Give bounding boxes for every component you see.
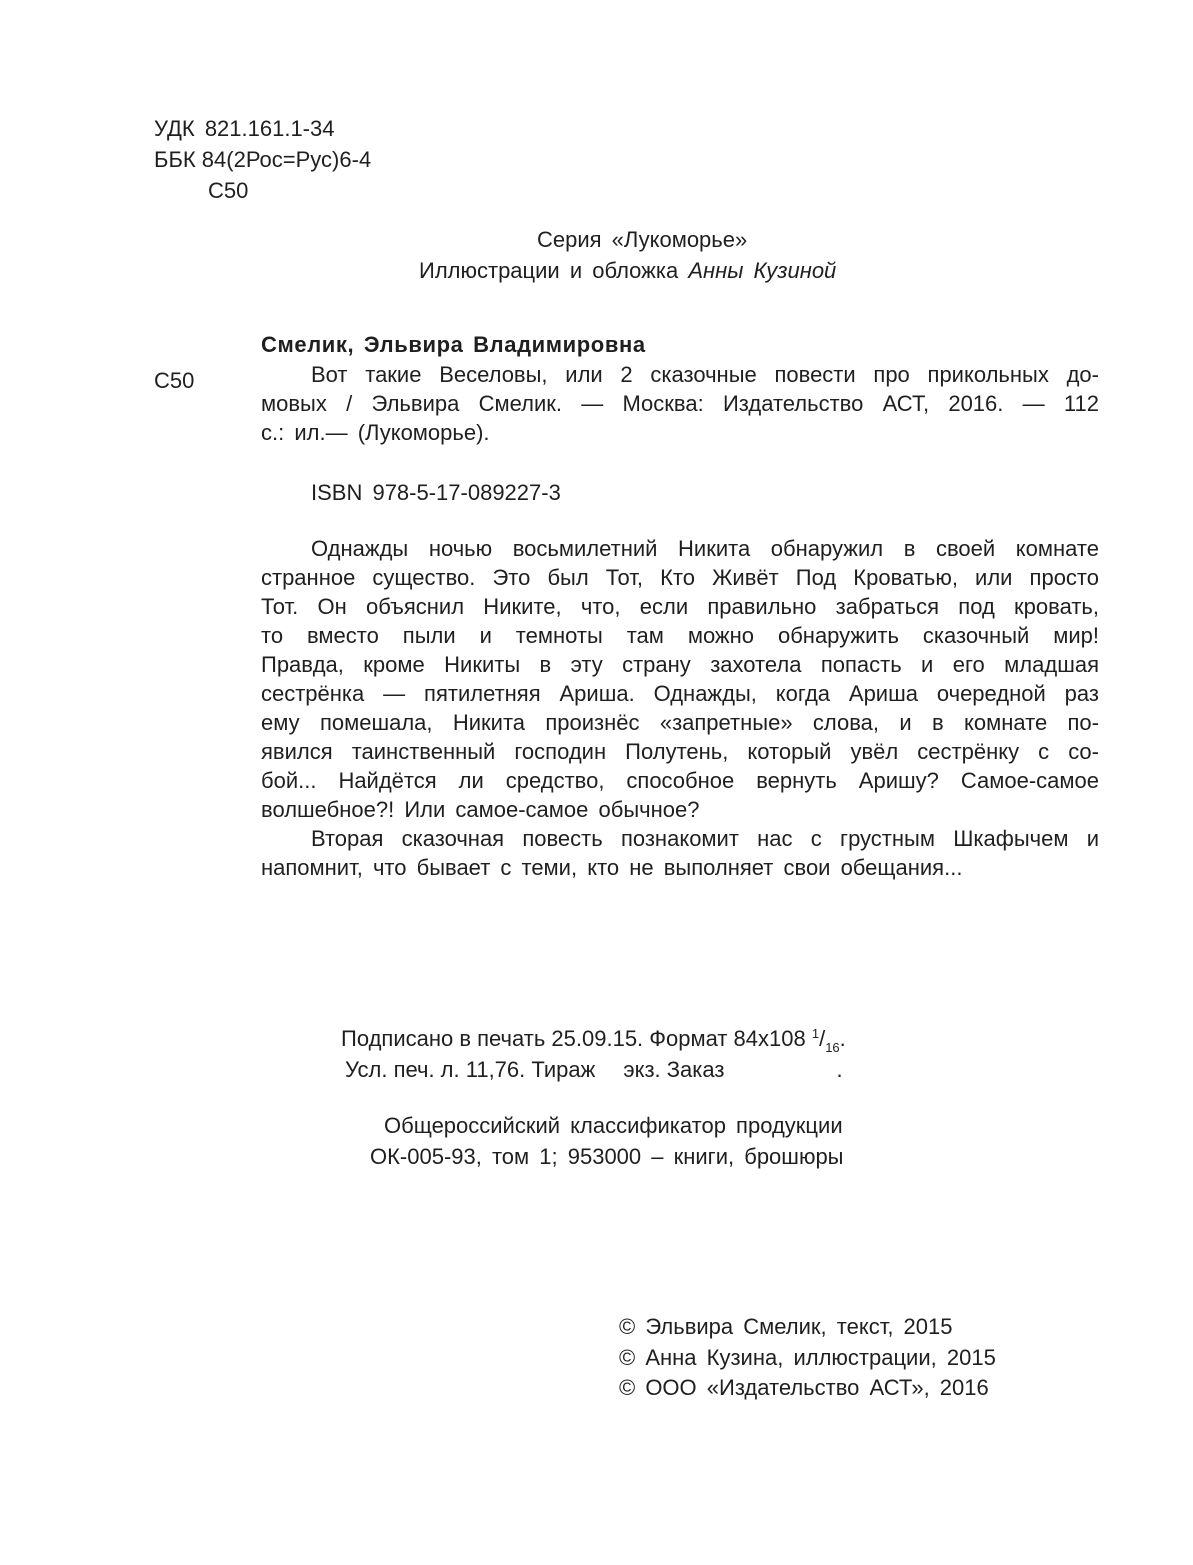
bib-line: Вот такие Веселовы, или 2 сказочные повести про прикольных до- <box>311 362 1099 387</box>
annotation-line: Вторая сказочная повесть познакомит нас с грустным Шкафычем и <box>311 826 1099 851</box>
author-mark-left: С50 <box>154 368 195 393</box>
annotation-line: Тот. Он объяснил Никите, что, если правильно забраться под кровать, <box>261 594 1099 619</box>
illustrations-credit <box>419 256 836 285</box>
illustrator-name: Анны Кузиной <box>688 258 837 283</box>
copyright-line: © Анна Кузина, иллюстрации, 2015 <box>619 1345 996 1370</box>
annotation-line: бой... Найдётся ли средство, способное вернуть Аришу? Самое-самое <box>261 768 1099 793</box>
annotation-line: ему помешала, Никита произнёс «запретные» слова, и в комнате по- <box>261 710 1099 735</box>
run-label: Тираж <box>531 1057 596 1082</box>
imprint-signed: Подписано в печать 25.09.15. Формат 84х108 <box>341 1026 806 1051</box>
imprint-run-line: Усл. печ. л. 11,76. Тираж экз. Заказ . <box>345 1057 843 1082</box>
annotation-line: волшебное?! Или самое-самое обычное? <box>261 797 700 822</box>
bib-line: мовых / Эльвира Смелик. — Москва: Издательство АСТ, 2016. — 112 <box>261 391 1099 416</box>
udk-code: УДК 821.161.1-34 <box>154 116 335 141</box>
bibliographic-description <box>261 360 1099 447</box>
annotation-line: сестрёнка — пятилетняя Ариша. Однажды, когда Ариша очередной раз <box>261 681 1099 706</box>
format-fraction: $^1/_{16}$. <box>811 1026 846 1055</box>
illustrations-prefix: Иллюстрации и обложка <box>419 258 679 283</box>
annotation-line: то вместо пыли и темноты там можно обнаружить сказочный мир! <box>261 623 1099 648</box>
annotation-line: напомнит, что бывает с теми, кто не выполняет свои обещания... <box>261 855 963 880</box>
copyright-line: © Эльвира Смелик, текст, 2015 <box>619 1314 953 1339</box>
author-heading: Смелик, Эльвира Владимировна <box>261 332 646 357</box>
bbk-code: ББК 84(2Рос=Рус)6-4 <box>154 147 372 172</box>
order-label: Заказ <box>666 1057 725 1082</box>
classifier-line: Общероссийский классификатор продукции <box>384 1113 843 1138</box>
fraction-denominator: 16 <box>825 1040 840 1055</box>
annotation-line: Правда, кроме Никиты в эту страну захотела попасть и его младшая <box>261 652 1099 677</box>
isbn: ISBN 978-5-17-089227-3 <box>311 480 561 505</box>
copies-label: экз. <box>623 1057 661 1082</box>
author-mark-top: С50 <box>208 178 249 203</box>
annotation-line: Однажды ночью восьмилетний Никита обнаружил в своей комнате <box>311 536 1099 561</box>
fraction-numerator: 1 <box>811 1026 820 1041</box>
annotation <box>261 534 1099 882</box>
imprint-signed-line <box>341 1024 846 1053</box>
copyright-line: © ООО «Издательство АСТ», 2016 <box>619 1375 989 1400</box>
annotation-line: странное существо. Это был Тот, Кто Живёт Под Кроватью, или просто <box>261 565 1099 590</box>
series-title: Серия «Лукоморье» <box>537 227 748 252</box>
print-sheets: Усл. печ. л. 11,76. <box>345 1057 526 1082</box>
classifier-line: ОК-005-93, том 1; 953000 – книги, брошюры <box>370 1144 844 1169</box>
annotation-line: явился таинственный господин Полутень, который увёл сестрёнку с со- <box>261 739 1099 764</box>
bib-line: с.: ил.— (Лукоморье). <box>261 420 490 445</box>
